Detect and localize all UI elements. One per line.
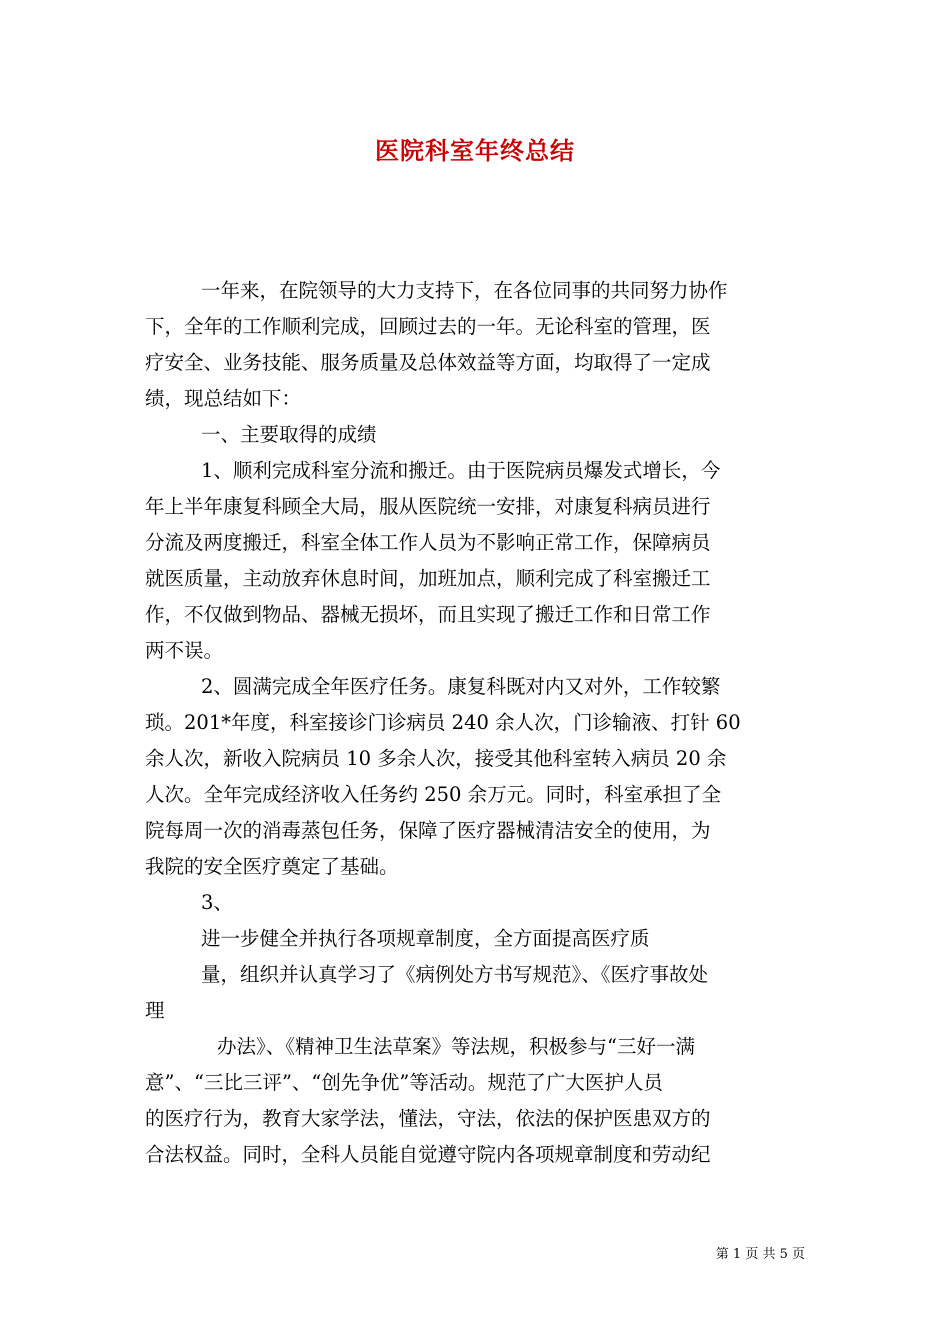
page-number-footer: 第 1 页 共 5 页 [715, 1247, 805, 1262]
paragraph-line: 一、主要取得的成绩 [201, 423, 377, 446]
paragraph-line: 分流及两度搬迁，科室全体工作人员为不影响正常工作，保障病员 [145, 531, 711, 554]
paragraph-line: 理 [145, 999, 165, 1022]
paragraph-line: 合法权益。同时，全科人员能自觉遵守院内各项规章制度和劳动纪 [145, 1143, 711, 1166]
paragraph-line: 1、顺利完成科室分流和搬迁。由于医院病员爆发式增长，今 [201, 459, 721, 482]
paragraph-line: 下，全年的工作顺利完成，回顾过去的一年。无论科室的管理，医 [145, 315, 711, 338]
paragraph-line: 2、圆满完成全年医疗任务。康复科既对内又对外，工作较繁 [201, 675, 721, 698]
paragraph-item-3-continued [145, 1029, 805, 1173]
paragraph-item-3-body [145, 957, 805, 1029]
paragraph-line: 作，不仅做到物品、器械无损坏，而且实现了搬迁工作和日常工作 [145, 603, 711, 626]
paragraph-line: 意”、“三比三评”、“创先争优”等活动。规范了广大医护人员 [145, 1071, 663, 1094]
paragraph-line: 进一步健全并执行各项规章制度，全方面提高医疗质 [201, 927, 650, 950]
section-heading [145, 417, 805, 453]
paragraph-item-3-number [145, 885, 805, 921]
paragraph-line: 办法》、《精神卫生法草案》等法规，积极参与“三好一满 [217, 1035, 695, 1058]
paragraph-line: 3、 [201, 891, 233, 914]
paragraph-line: 疗安全、业务技能、服务质量及总体效益等方面，均取得了一定成 [145, 351, 711, 374]
paragraph-item-1 [145, 453, 805, 669]
document-title: 医院科室年终总结 [375, 136, 575, 165]
paragraph-line: 年上半年康复科顾全大局，服从医院统一安排，对康复科病员进行 [145, 495, 711, 518]
paragraph-line: 院每周一次的消毒蒸包任务，保障了医疗器械清洁安全的使用，为 [145, 819, 711, 842]
paragraph-intro [145, 273, 805, 417]
paragraph-line: 琐。201*年度，科室接诊门诊病员 240 余人次，门诊输液、打针 60 [145, 711, 741, 734]
paragraph-line: 两不误。 [145, 639, 224, 662]
paragraph-line: 余人次，新收入院病员 10 多余人次，接受其他科室转入病员 20 余 [145, 747, 727, 770]
paragraph-line: 人次。全年完成经济收入任务约 250 余万元。同时，科室承担了全 [145, 783, 722, 806]
paragraph-line: 一年来，在院领导的大力支持下，在各位同事的共同努力协作 [201, 279, 728, 302]
paragraph-item-3-heading [145, 921, 805, 957]
paragraph-line: 绩，现总结如下： [145, 387, 302, 410]
paragraph-item-2 [145, 669, 805, 885]
document-body [145, 273, 805, 1173]
paragraph-line: 我院的安全医疗奠定了基础。 [145, 855, 399, 878]
paragraph-line: 就医质量，主动放弃休息时间，加班加点，顺利完成了科室搬迁工 [145, 567, 711, 590]
paragraph-line: 的医疗行为，教育大家学法，懂法，守法，依法的保护医患双方的 [145, 1107, 711, 1130]
paragraph-line: 量，组织并认真学习了《病例处方书写规范》、《医疗事故处 [201, 963, 709, 986]
